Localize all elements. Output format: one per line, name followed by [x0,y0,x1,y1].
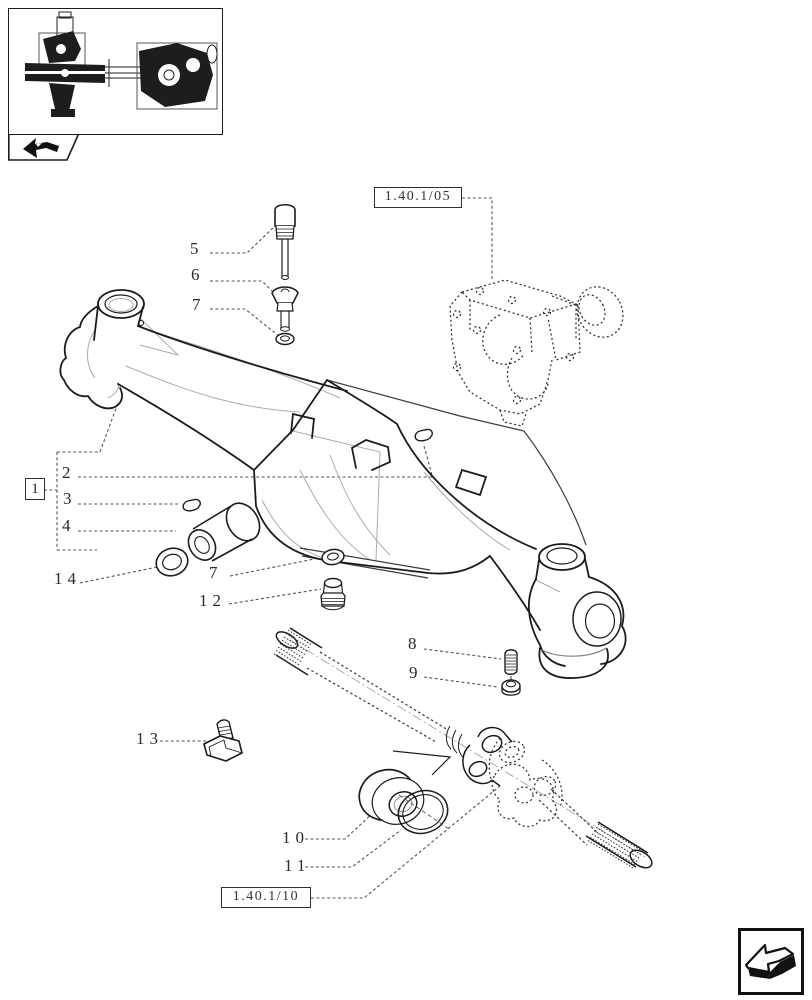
leader-lines [44,198,501,898]
ref-link-1-40-1-05[interactable] [374,187,462,208]
overview-inset-art [9,9,219,131]
washer-mid-part [321,548,345,567]
stud-part [505,650,517,674]
assembly-pointer [393,751,450,775]
callout-8: 8 [408,634,417,653]
callout-10: 10 [282,828,309,847]
callout-4: 4 [62,516,71,535]
callout-label: 1 [31,481,39,497]
support-bracket-drawing [450,279,632,426]
callout-5: 5 [190,239,199,258]
washer-top-part [276,334,294,345]
callout-7-mid: 7 [209,563,218,582]
overview-inset [8,8,223,135]
callout-9: 9 [409,663,418,682]
hardware-parts-drawing [153,205,520,840]
dowel-pin-parts [183,429,432,510]
drain-plug-part [321,579,345,610]
nut-part [502,676,520,695]
callout-7-top: 7 [192,295,201,314]
axle-housing-drawing [60,290,625,678]
callout-3: 3 [63,489,72,508]
forward-arrow-icon[interactable] [741,931,801,992]
callout-11: 11 [284,856,311,875]
callout-14: 14 [54,569,81,588]
ref-label: 1.40.1/10 [232,889,300,904]
back-arrow-icon[interactable] [20,137,64,159]
seal-ring-part [153,544,192,580]
callout-2: 2 [62,463,71,482]
axle-shaft-drawing [274,628,655,871]
forward-arrow-box[interactable] [738,928,804,995]
dipstick-part [275,205,295,280]
ref-label: 1.40.1/05 [384,189,452,204]
assembly-callout-1 [25,478,45,500]
callout-6: 6 [191,265,200,284]
ref-link-1-40-1-10[interactable] [221,887,311,908]
callout-13: 13 [136,729,163,748]
callout-12: 12 [199,591,226,610]
level-plug-part [272,287,298,331]
bolt-part [204,720,242,761]
